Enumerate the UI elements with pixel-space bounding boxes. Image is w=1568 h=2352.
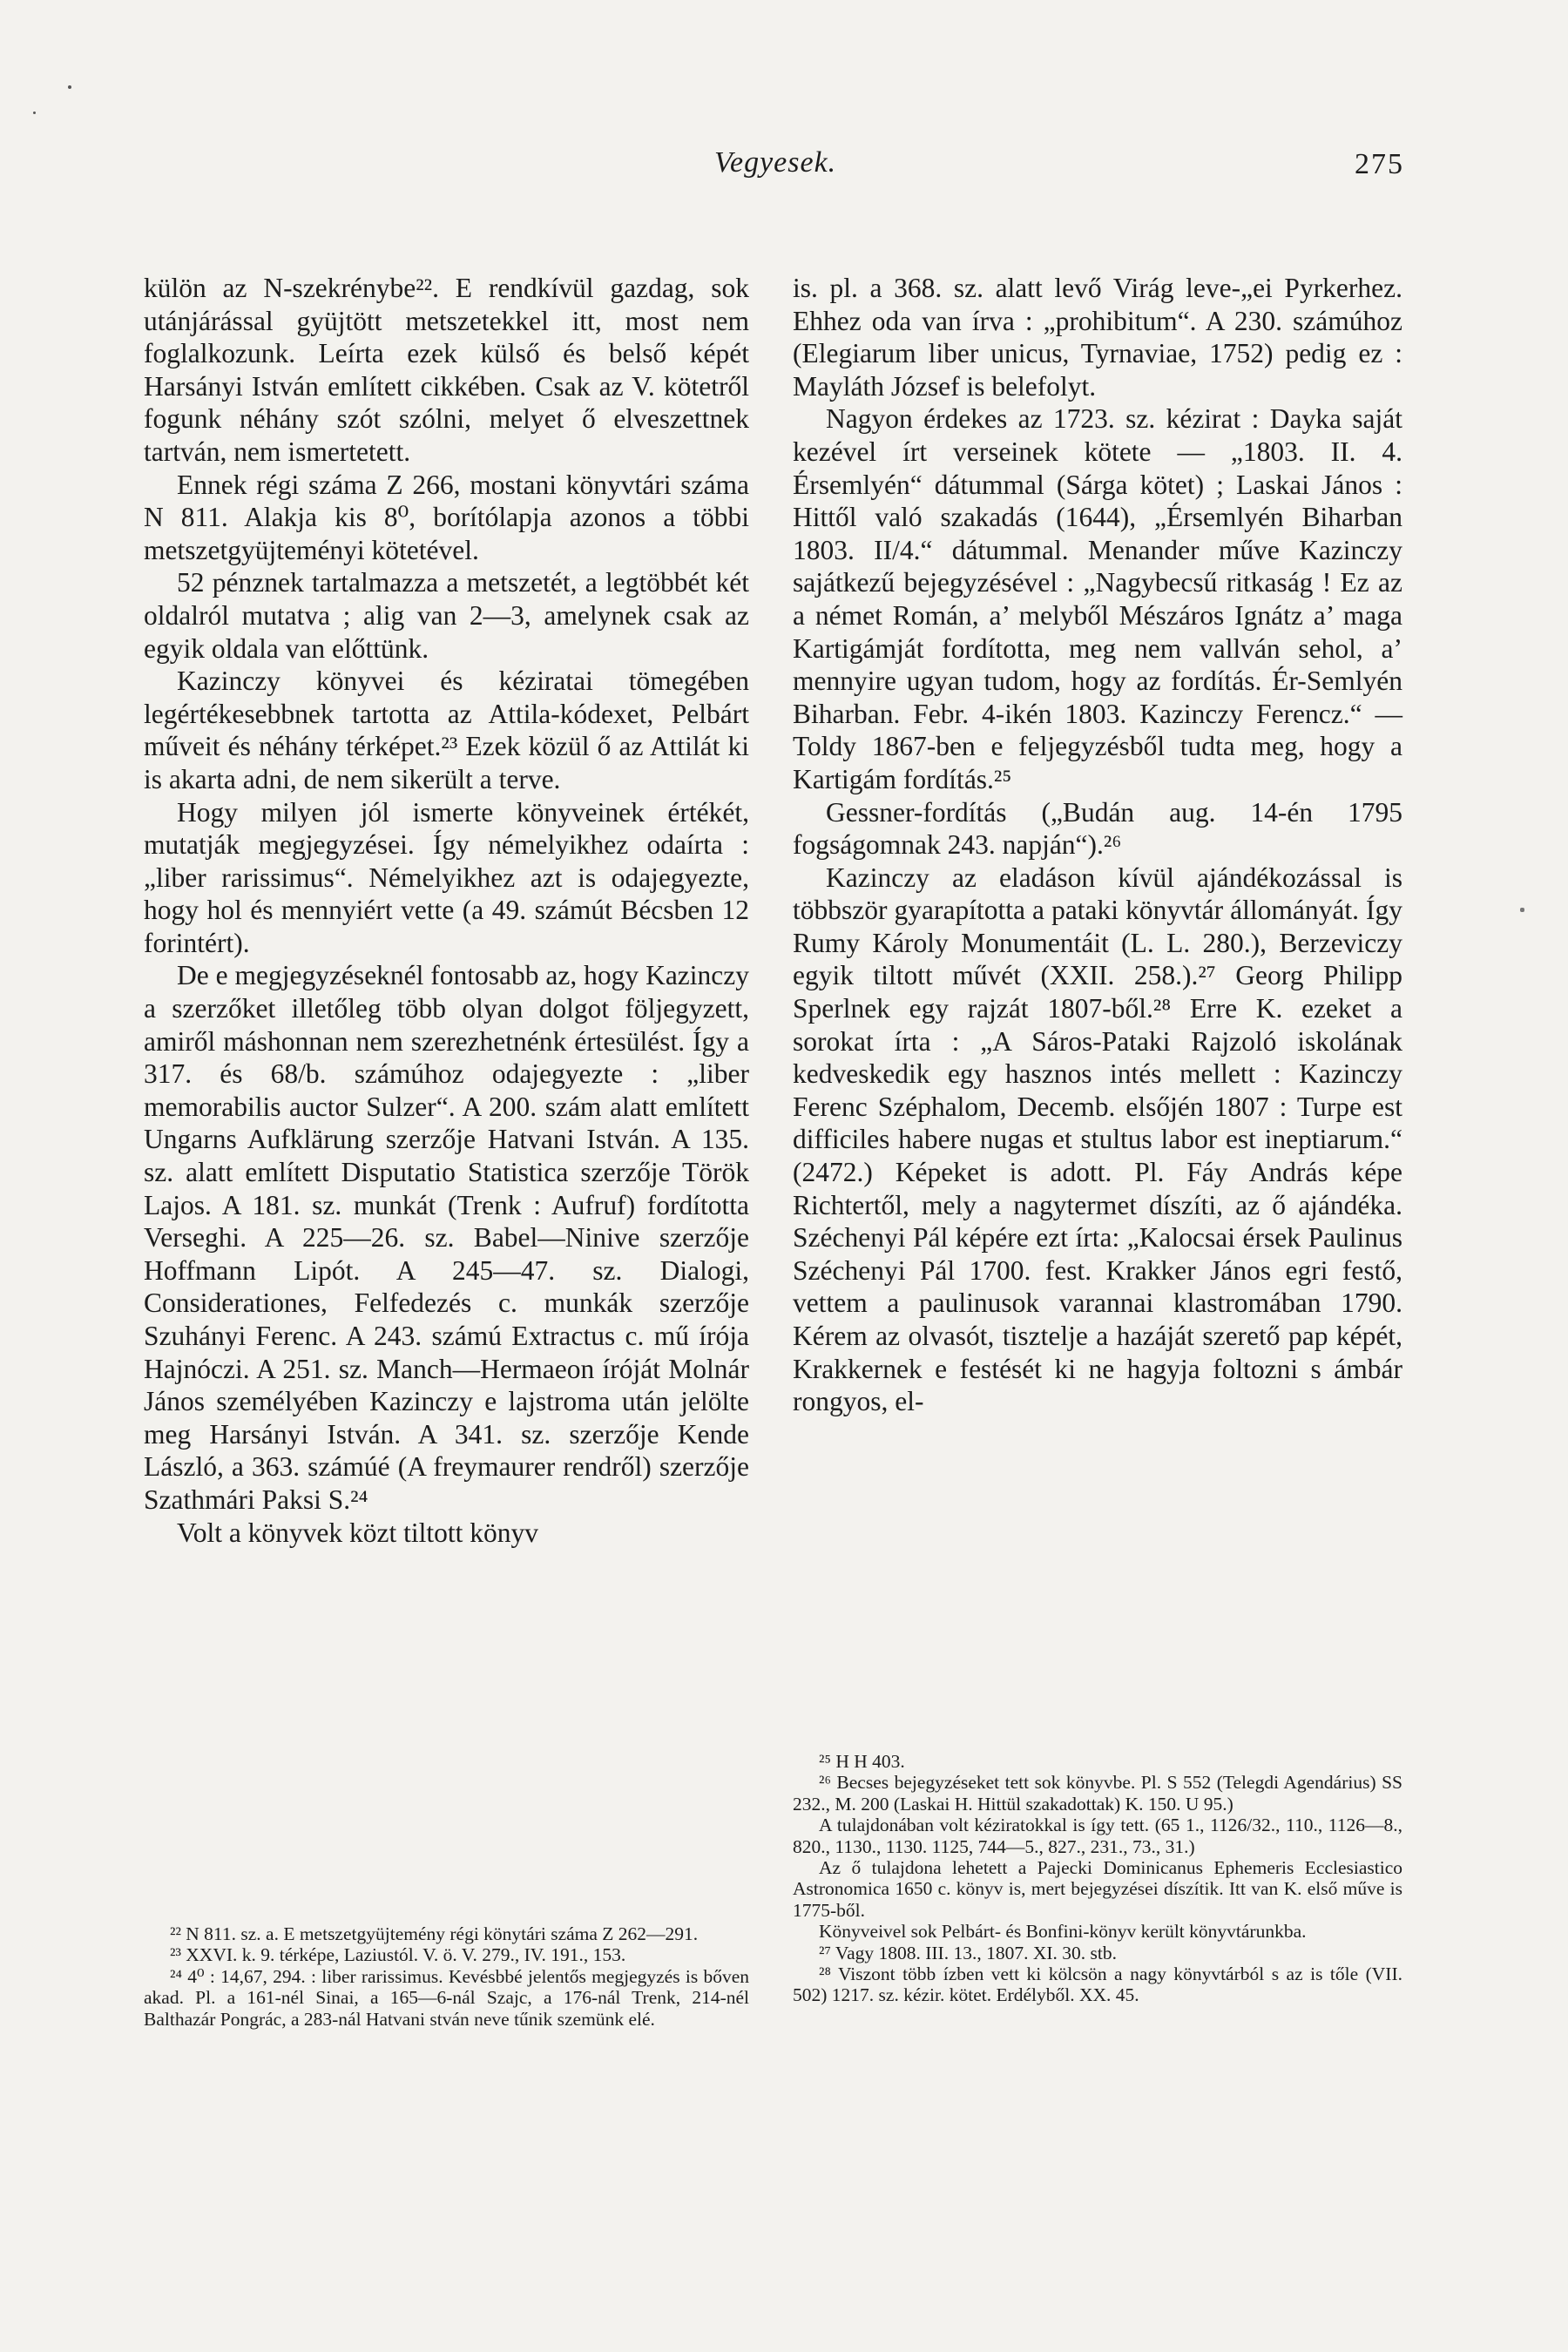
footnote: ²² N 811. sz. a. E metszetgyüjtemény régi könytári száma Z 262—291. [170, 1923, 699, 1944]
footnote: ²⁵ H H 403. [819, 1751, 905, 1772]
right-column [793, 272, 1402, 1418]
footnote: ²³ XXVI. k. 9. térképe, Laziustól. V. ö. V. 279., IV. 191., 153. [170, 1944, 626, 1966]
paragraph: Kazinczy az eladáson kívül ajándékozással is többször gyarapította a pataki könyvtár állományát. Így Rumy Károly Monumentáit (L. L. 280.), Berzeviczy egyik tiltott művét (XXII. 258.).²⁷ Georg Philipp Sperlnek egy rajzát 1807-ből.²⁸ Erre K. ezeket a sorokat írta : „A Sáros-Pataki Rajzoló iskolának kedveskedik egy hasznos intés mellett : Kazinczy Ferenc Széphalom, Decemb. elsőjén 1807 : Turpe est difficiles habere nugas et stultus labor est ineptiarum.“ (2472.) Képeket is adott. Pl. Fáy András képe Richtertől, mely a nagytermet díszíti, az ő ajándéka. Széchenyi Pál képére ezt írta: „Kalocsai érsek Paulinus Széchenyi Pál 1700. fest. Krakker János egri festő, vettem a paulinusok varannai klastromában 1790. Kérem az olvasót, tisztelje a hazáját szerető pap képét, Krakkernek e festését ki ne hagyja foltozni s ámbár rongyos, el- [793, 862, 1402, 1417]
left-column [144, 272, 749, 1549]
right-footnotes [793, 1751, 1402, 2006]
footnote: ²⁷ Vagy 1808. III. 13., 1807. XI. 30. stb. [819, 1942, 1117, 1963]
paragraph: Hogy milyen jól ismerte könyveinek értékét, mutatják megjegyzései. Így némelyikhez odaírta : „liber rarissimus“. Némelyikhez azt is odajegyezte, hogy hol és mennyiért vette (a 49. számút Bécsben 12 forintért). [144, 796, 749, 958]
paragraph: De e megjegyzéseknél fontosabb az, hogy Kazinczy a szerzőket illetőleg több olyan dolgot följegyzett, amiről máshonnan nem szerezhetnénk értesülést. Így a 317. és 68/b. számúhoz odajegyezte : „liber memorabilis auctor Sulzer“. A 200. szám alatt említett Ungarns Aufklärung szerzője Hatvani István. A 135. sz. alatt említett Disputatio Statistica szerzője Török Lajos. A 181. sz. munkát (Trenk : Aufruf) fordította Verseghi. A 225—26. sz. Babel—Ninive szerzője Hoffmann Lipót. A 245—47. sz. Dialogi, Considerationes, Felfedezés c. munkák szerzője Szuhányi Ferenc. A 243. számú Extractus c. mű írója Hajnóczi. A 251. sz. Manch—Hermaeon íróját Molnár János személyében Kazinczy e lajstroma után jelölte meg Harsányi István. A 341. sz. szerzője Kende László, a 363. számúé (A freymaurer rendről) szerzője Szathmári Paksi S.²⁴ [144, 960, 749, 1515]
left-footnotes [144, 1923, 749, 2030]
footnote: A tulajdonában volt kéziratokkal is így tett. (65 1., 1126/32., 110., 1126—8., 820., 1130., 1130. 1125, 744—5., 827., 231., 73., 31.) [793, 1815, 1402, 1857]
paragraph: Nagyon érdekes az 1723. sz. kézirat : Dayka saját kezével írt verseinek kötete — „1803. II. 4. Érsemlyén“ dátummal (Sárga kötet) ; Laskai János : Hittől való szakadás (1644), „Érsemlyén Biharban 1803. II/4.“ dátummal. Menander műve Kazinczy sajátkezű bejegyzésével : „Nagybecsű ritkaság ! Ez az a német Román, a’ melyből Mészáros Ignátz a’ maga Kartigámját fordította, meg nem vallván sehol, a’ mennyire ugyan tudom, hogy az fordítás. Ér-Semlyén Biharban. Febr. 4-ikén 1803. Kazinczy Ferencz.“ — Toldy 1867-ben e feljegyzésből tudta meg, hogy a Kartigám fordítás.²⁵ [793, 403, 1402, 794]
page-number: 275 [1355, 148, 1404, 180]
paragraph: Kazinczy könyvei és kéziratai tömegében legértékesebbnek tartotta az Attila-kódexet, Pelbárt műveit és néhány térképet.²³ Ezek közül ő az Attilát ki is akarta adni, de nem sikerült a terve. [144, 666, 749, 794]
footnote: Az ő tulajdona lehetett a Pajecki Dominicanus Ephemeris Ecclesiastico Astronomica 1650 c. könyv is, mert bejegyzései díszítik. Itt van K. első műve is 1775-ből. [793, 1857, 1402, 1921]
running-head [0, 146, 1568, 190]
running-title: Vegyesek. [714, 146, 837, 179]
footnote: ²⁸ Viszont több ízben vett ki kölcsön a nagy könyvtárból s az is tőle (VII. 502) 1217. sz. kézir. kötet. Erdélyből. XX. 45. [793, 1963, 1402, 2006]
footnote: ²⁴ 4⁰ : 14,67, 294. : liber rarissimus. Kevésbbé jelentős megjegyzés is bőven akad. Pl. a 161-nél Sinai, a 165—6-nál Szajc, a 176-nál Trenk, 214-nél Balthazár Pongrác, a 283-nál Hatvani stván neve tűnik szemünk elé. [144, 1965, 749, 2030]
paragraph: 52 pénznek tartalmazza a metszetét, a legtöbbét két oldalról mutatva ; alig van 2—3, amelynek csak az egyik oldala van előttünk. [144, 567, 749, 664]
paragraph: is. pl. a 368. sz. alatt levő Virág leve-„ei Pyrkerhez. Ehhez oda van írva : „prohibitum“. A 230. számúhoz (Elegiarum liber unicus, Tyrnaviae, 1752) pedig ez : Mayláth József is belefolyt. [793, 273, 1402, 402]
paragraph: külön az N-szekrénybe²². E rendkívül gazdag, sok utánjárással gyüjtött metszetekkel itt, most nem foglalkozunk. Leírta ezek külső és belső képét Harsányi István említett cikkében. Csak az V. kötetről fogunk néhány szót szólni, melyet ő elveszettnek tartván, nem ismertetett. [144, 273, 749, 467]
paragraph: Volt a könyvek közt tiltott könyv [177, 1517, 539, 1548]
paragraph: Gessner-fordítás („Budán aug. 14-én 1795 fogságomnak 243. napján“).²⁶ [793, 796, 1402, 861]
paragraph: Ennek régi száma Z 266, mostani könyvtári száma N 811. Alakja kis 8⁰, borítólapja azonos a többi metszetgyüjteményi kötetével. [144, 469, 749, 565]
footnote: ²⁶ Becses bejegyzéseket tett sok könyvbe. Pl. S 552 (Telegdi Agendárius) SS 232., M. 200 (Laskai H. Hittül szakadottak) K. 150. U 95.) [793, 1772, 1402, 1815]
footnote: Könyveivel sok Pelbárt- és Bonfini-könyv került könyvtárunkba. [819, 1921, 1307, 1943]
